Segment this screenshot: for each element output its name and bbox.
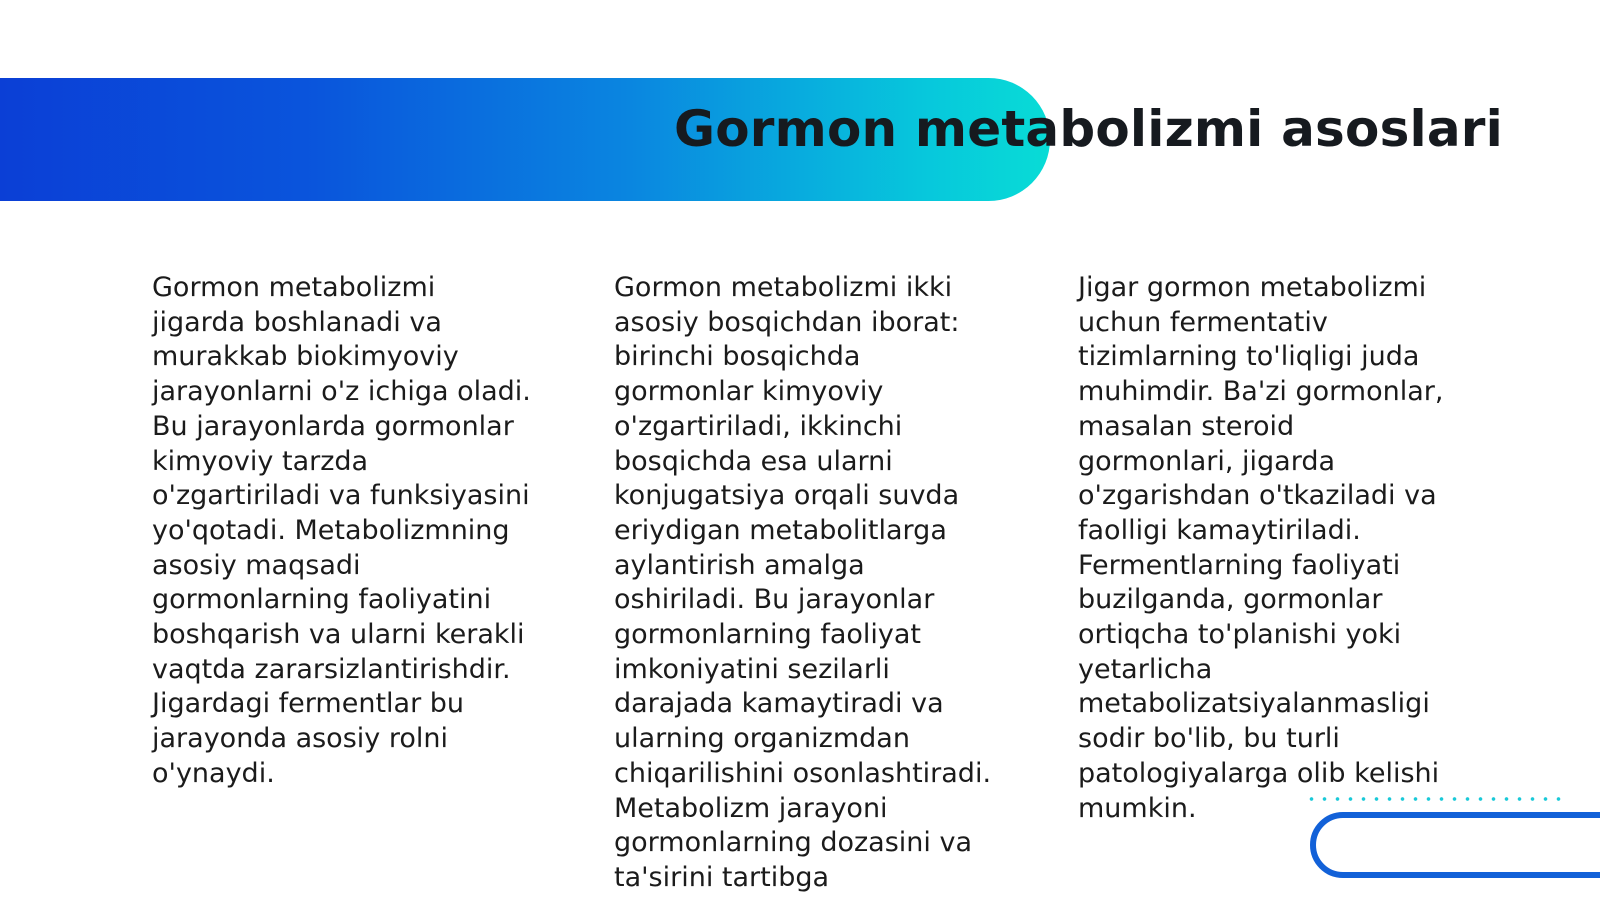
decorative-pill-outline (1310, 812, 1600, 878)
text-column-1: Gormon metabolizmi jigarda boshlanadi va murakkab biokimyoviy jarayonlarni o'z ichiga oladi. Bu jarayonlarda gormonlar kimyoviy tarzda o'zgartiriladi va funksiyasini yo'qotadi. Metabolizmning asosiy maqsadi gormonlarning faoliyatini boshqarish va ularni kerakli vaqtda zararsizlantirishdir. Jigardagi fermentlar bu jarayonda asosiy rolni o'ynaydi. (152, 272, 531, 789)
text-column-2: Gormon metabolizmi ikki asosiy bosqichdan iborat: birinchi bosqichda gormonlar kimyoviy o'zgartiriladi, ikkinchi bosqichda esa ularni konjugatsiya orqali suvda eriydigan metabolitlarga aylantirish amalga oshiriladi. Bu jarayonlar gormonlarning faoliyat imkoniyatini sezilarli darajada kamaytiradi va ularning organizmdan chiqarilishini osonlashtiradi. Metabolizm jarayoni gormonlarning dozasini va ta'sirini tartibga (614, 272, 992, 893)
decorative-dot-row (1305, 796, 1565, 802)
text-column-3: Jigar gormon metabolizmi uchun fermentativ tizimlarning to'liqligi juda muhimdir. Ba'zi gormonlar, masalan steroid gormonlari, jigarda o'zgarishdan o'tkaziladi va faolligi kamaytiriladi. Fermentlarning faoliyati buzilganda, gormonlar ortiqcha to'planishi yoki yetarlicha metabolizatsiyalanmasligi sodir bo'lib, bu turli patologiyalarga olib kelishi mumkin. (1078, 272, 1444, 824)
slide-title: Gormon metabolizmi asoslari (674, 100, 1504, 158)
